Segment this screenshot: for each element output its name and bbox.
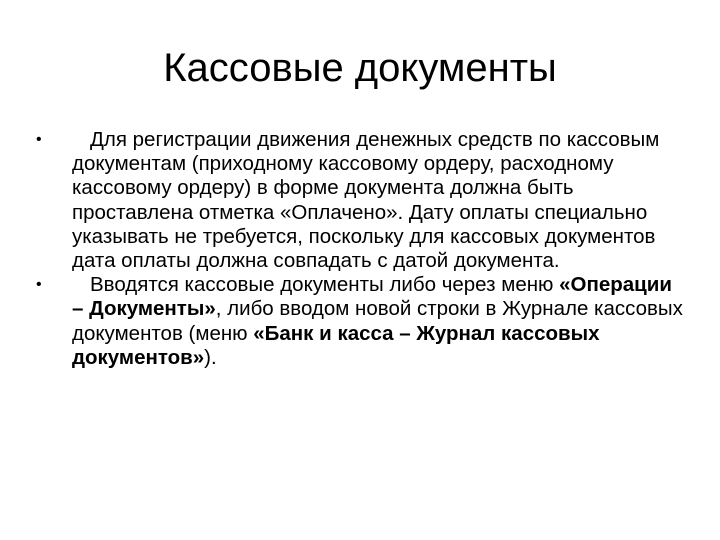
slide-title: Кассовые документы bbox=[163, 46, 557, 90]
menu-path-bank-cash: «Банк и касса – Журнал кассовых документов» bbox=[72, 321, 600, 369]
bullet-icon: • bbox=[36, 276, 42, 294]
bullet-list bbox=[36, 128, 686, 370]
paragraph-text-part: , либо вводом новой строки в Журнале кассовых документов (меню bbox=[72, 297, 683, 345]
paragraph-text: Для регистрации движения денежных средств по кассовым документам (приходному кассовому ордеру, расходному кассовому ордеру) в форме документа должна быть проставлена отметка «Оплачено». Дату оплаты специально указывать не требуется, поскольку для кассовых документов дата оплаты должна совпадать с датой документа. bbox=[72, 128, 660, 273]
paragraph-text-part: Вводятся кассовые документы либо через меню bbox=[90, 273, 560, 297]
list-item bbox=[36, 128, 686, 273]
list-item bbox=[36, 273, 686, 370]
bullet-icon: • bbox=[36, 131, 42, 148]
menu-path-operations: «Операции – Документы» bbox=[72, 273, 672, 321]
paragraph-text-part: ). bbox=[204, 345, 217, 369]
